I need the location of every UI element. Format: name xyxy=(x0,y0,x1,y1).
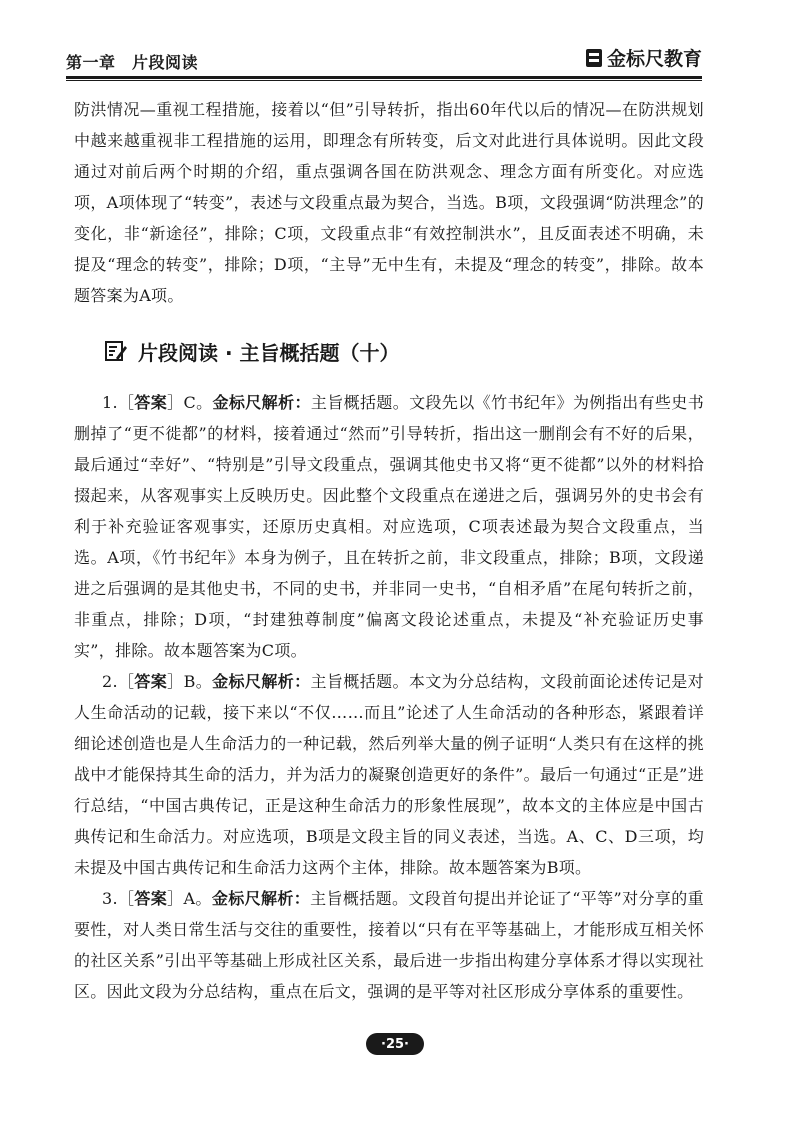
analysis-label: 金标尺解析： xyxy=(212,393,311,412)
answer-item-3 xyxy=(74,883,704,1007)
section-heading xyxy=(104,333,704,369)
answer-choice: ］B。 xyxy=(167,672,213,691)
answer-label: 答案 xyxy=(134,393,168,412)
header-divider-thin xyxy=(66,80,702,81)
analysis-text: 主旨概括题。文段首句提出并论证了“平等”对分享的重要性，对人类日常生活与交往的重要性，接着以“只有在平等基础上，才能形成互相关怀的社区关系”引出平等基础上形成社区关系，最后进一步指出构建分享体系才得以实现社区。因此文段为分总结构，重点在后文，强调的是平等对社区形成分享体系的重要性。 xyxy=(74,889,704,1001)
section-title: 片段阅读 · 主旨概括题（十） xyxy=(138,340,400,365)
edit-note-icon xyxy=(104,339,128,363)
analysis-label: 金标尺解析： xyxy=(211,889,311,908)
answer-item-1 xyxy=(74,387,704,666)
page-header xyxy=(66,42,702,76)
answer-item-2 xyxy=(74,666,704,883)
answer-label: 答案 xyxy=(134,672,168,691)
brand-logo xyxy=(585,44,702,71)
header-divider xyxy=(66,76,702,79)
analysis-text: 主旨概括题。文段先以《竹书纪年》为例指出有些史书删掉了“更不徙都”的材料，接着通过“然而”引导转折，指出这一删削会有不好的后果，最后通过“幸好”、“特别是”引导文段重点，强调其他史书又将“更不徙都”以外的材料拾掇起来，从客观事实上反映历史。因此整个文段重点在递进之后，强调另外的史书会有利于补充验证客观事实，还原历史真相。对应选项，C项表述最为契合文段重点，当选。A项，《竹书纪年》本身为例子，且在转折之前，非文段重点，排除；B项，文段递进之后强调的是其他史书，不同的史书，并非同一史书，“自相矛盾”在尾句转折之前，非重点，排除；D项，“封建独尊制度”偏离文段论述重点，未提及“补充验证历史事实”，排除。故本题答案为C项。 xyxy=(74,393,704,660)
intro-paragraph: 防洪情况—重视工程措施，接着以“但”引导转折，指出60年代以后的情况—在防洪规划中越来越重视非工程措施的运用，即理念有所转变，后文对此进行具体说明。因此文段通过对前后两个时期的介绍，重点强调各国在防洪观念、理念方面有所变化。对应选项，A项体现了“转变”，表述与文段重点最为契合，当选。B项，文段强调“防洪理念”的变化，非“新途径”，排除；C项，文段重点非“有效控制洪水”，且反面表述不明确，未提及“理念的转变”，排除；D项，“主导”无中生有，未提及“理念的转变”，排除。故本题答案为A项。 xyxy=(74,100,704,305)
analysis-text: 主旨概括题。本文为分总结构，文段前面论述传记是对人生命活动的记载，接下来以“不仅……而且”论述了人生命活动的各种形态，紧跟着详细论述创造也是人生命活力的一种记载，然后列举大量的例子证明“人类只有在这样的挑战中才能保持其生命的活力，并为活力的凝聚创造更好的条件”。最后一句通过“正是”进行总结，“中国古典传记，正是这种生命活力的形象性展现”，故本文的主体应是中国古典传记和生命活力。对应选项，B项是文段主旨的同义表述，当选。A、C、D三项，均未提及中国古典传记和生命活力这两个主体，排除。故本题答案为B项。 xyxy=(74,672,704,877)
analysis-label: 金标尺解析： xyxy=(212,672,311,691)
chapter-title: 第一章 片段阅读 xyxy=(66,53,199,72)
answer-choice: ］C。 xyxy=(167,393,213,412)
answer-label: 答案 xyxy=(134,889,168,908)
brand-logo-icon xyxy=(585,47,603,69)
answer-number: 1.［ xyxy=(102,393,135,412)
page-number: ·25· xyxy=(366,1033,424,1055)
page-content xyxy=(74,94,704,1007)
answer-choice: ］A。 xyxy=(167,889,212,908)
brand-name: 金标尺教育 xyxy=(606,48,702,70)
answer-number: 2.［ xyxy=(102,672,135,691)
answer-number: 3.［ xyxy=(102,889,135,908)
